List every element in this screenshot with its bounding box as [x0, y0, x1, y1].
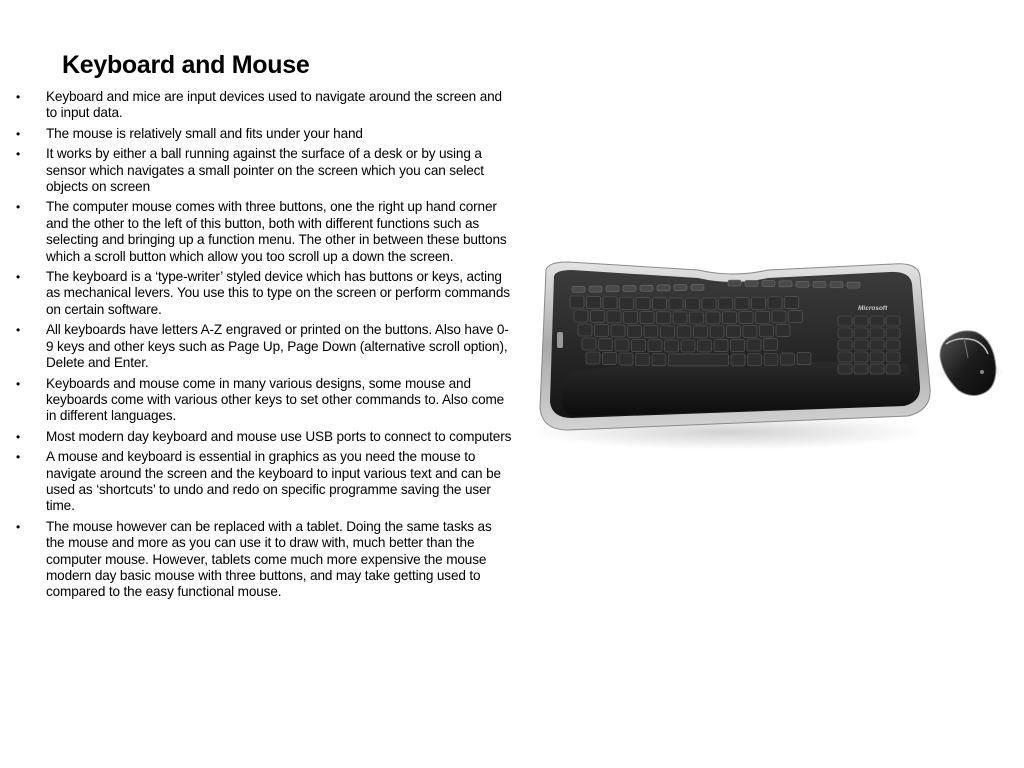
keyboard-key [665, 340, 679, 352]
keyboard-key [768, 297, 782, 309]
bullet-item [14, 449, 512, 515]
keypad-key [854, 340, 868, 350]
bullet-text: The mouse however can be replaced with a tablet. Doing the same tasks as the mouse and more as you can use it to draw with, much better than the computer mouse. However, tablets come much more expensive the mouse modern day basic mouse with three buttons, and may take getting used to compared to the easy functional mouse. [46, 518, 492, 600]
bullet-text: Keyboard and mice are input devices used to navigate around the screen and to input data. [46, 89, 502, 121]
keypad-key [886, 328, 900, 338]
keypad-key [838, 328, 852, 338]
keypad-key [870, 340, 884, 350]
keypad-key [870, 328, 884, 338]
bullet-marker: • [16, 200, 21, 215]
keypad-key [838, 364, 852, 374]
keyboard-key [706, 312, 720, 324]
function-key [623, 286, 636, 292]
bullet-list [14, 89, 512, 605]
keyboard-key [727, 326, 741, 338]
function-key [606, 286, 619, 292]
keyboard-key [690, 312, 704, 324]
keyboard-key [595, 324, 609, 336]
keyboard-key [731, 339, 745, 351]
keyboard-key [714, 340, 728, 352]
keyboard-key [640, 312, 654, 324]
keyboard-key [752, 297, 766, 309]
keyboard-key [611, 325, 625, 337]
keyboard-key [781, 353, 795, 365]
bullet-text: It works by either a ball running against the surface of a desk or by using a sensor which navigates a small pointer on the screen which you can select objects on screen [46, 146, 484, 195]
keyboard-key [789, 310, 803, 322]
keypad-key [870, 352, 884, 362]
bullet-item [14, 269, 512, 318]
function-key [796, 281, 809, 287]
keyboard-key [615, 339, 629, 351]
bullet-marker: • [16, 147, 21, 162]
keyboard-key [797, 353, 811, 365]
bullet-text: Keyboards and mouse come in many various designs, some mouse and keyboards come with various other keys to set other commands to. Also come in different languages. [46, 375, 505, 424]
function-key [830, 282, 843, 288]
function-key [762, 281, 775, 287]
bullet-marker: • [16, 450, 21, 465]
keypad-key [886, 340, 900, 350]
slide-title: Keyboard and Mouse [62, 51, 310, 79]
keypad-key [886, 364, 900, 374]
function-key [728, 280, 741, 286]
keyboard-key [657, 312, 671, 324]
keyboard-key [686, 298, 700, 310]
keyboard-key [719, 298, 733, 310]
function-key [779, 281, 792, 287]
bullet-text: A mouse and keyboard is essential in graphics as you need the mouse to navigate around the screen and the keyboard to input various text and can be used as ‘shortcuts’ to undo and redo on specific programme saving the user time. [46, 449, 501, 514]
bullet-item [14, 519, 512, 601]
keyboard-key [669, 298, 683, 310]
keyboard-key [586, 352, 600, 364]
keypad-key [838, 340, 852, 350]
keyboard-key [582, 338, 596, 350]
keypad-key [886, 316, 900, 326]
bullet-text: The computer mouse comes with three buttons, one the right up hand corner and the other to the left of this button, both with different functions such as selecting and bringing up a function menu. The other in between these buttons which a scroll button which allow you too scroll up a down the screen. [46, 199, 507, 264]
keyboard-key [677, 326, 691, 338]
function-key [691, 284, 704, 290]
keyboard-key [785, 296, 799, 308]
keyboard-key [599, 339, 613, 351]
keyboard-key [644, 326, 658, 338]
bullet-text: The mouse is relatively small and fits under your hand [46, 125, 363, 141]
keyboard-key [735, 298, 749, 310]
function-key [813, 282, 826, 288]
function-key [745, 280, 758, 286]
keyboard-key [620, 297, 634, 309]
function-key [657, 285, 670, 291]
keyboard-key [578, 324, 592, 336]
keyboard-key [624, 311, 638, 323]
keyboard-key [723, 312, 737, 324]
keyboard-key [607, 311, 621, 323]
bullet-marker: • [16, 90, 21, 104]
keyboard-key [587, 296, 601, 308]
keyboard-key [694, 326, 708, 338]
function-key [640, 285, 653, 291]
keyboard-key [748, 354, 762, 366]
keyboard-key [764, 339, 778, 351]
keyboard-key [628, 325, 642, 337]
keypad-key [854, 364, 868, 374]
bullet-item [14, 146, 512, 195]
computer-mouse [940, 331, 996, 396]
keyboard-key [619, 353, 633, 365]
bullet-text: All keyboards have letters A-Z engraved or printed on the buttons. Also have 0-9 keys and other keys such as Page Up, Page Down (alternative scroll option), Delete and Enter. [46, 322, 509, 371]
keyboard-key [702, 298, 716, 310]
keyboard-key [632, 339, 646, 351]
keyboard-key [661, 326, 675, 338]
keyboard-key [653, 298, 667, 310]
bullet-marker: • [16, 429, 21, 444]
bullet-text: The keyboard is a ‘type-writer’ styled device which has buttons or keys, acting as mechanical levers. You use this to type on the screen or perform commands on certain software. [46, 269, 510, 317]
keypad-key [870, 316, 884, 326]
function-key [847, 282, 860, 288]
keyboard-key [739, 312, 753, 324]
bullet-item [14, 89, 512, 122]
brand-logo: Microsoft [858, 305, 888, 312]
bullet-item [14, 376, 512, 425]
keypad-key [886, 352, 900, 362]
keyboard-key [603, 297, 617, 309]
keyboard-key [648, 340, 662, 352]
keyboard-key [710, 326, 724, 338]
keyboard-key [669, 354, 729, 366]
function-key [572, 286, 585, 292]
bullet-item [14, 199, 512, 265]
keyboard-key [731, 354, 745, 366]
keyboard-key [636, 298, 650, 310]
keyboard-key [756, 311, 770, 323]
keypad-key [838, 316, 852, 326]
keyboard-key [764, 354, 778, 366]
bullet-item [14, 429, 512, 445]
mouse-logo-dot [980, 370, 984, 374]
keypad-key [870, 364, 884, 374]
keyboard-key [698, 340, 712, 352]
bullet-marker: • [16, 519, 21, 534]
keyboard-key [574, 310, 588, 322]
bullet-item [14, 322, 512, 371]
keyboard-key [772, 311, 786, 323]
keypad-key [854, 328, 868, 338]
keyboard-and-mouse-photo [528, 240, 1008, 500]
keyboard-key [636, 354, 650, 366]
function-key [589, 286, 602, 292]
keyboard-key [747, 339, 761, 351]
keyboard-key [570, 296, 584, 308]
keyboard-key [673, 312, 687, 324]
bullet-marker: • [16, 376, 21, 391]
keypad-key [838, 352, 852, 362]
bullet-text: Most modern day keyboard and mouse use USB ports to connect to computers [46, 428, 512, 444]
bullet-marker: • [16, 270, 21, 285]
bullet-marker: • [16, 323, 21, 338]
bullet-item [14, 126, 512, 142]
keyboard-key [603, 353, 617, 365]
keypad-key [854, 352, 868, 362]
function-key [674, 285, 687, 291]
keyboard-key [776, 324, 790, 336]
keyboard-key [760, 325, 774, 337]
keyboard-key [681, 340, 695, 352]
keyboard-side-indicator [557, 332, 563, 348]
keyboard-key [743, 325, 757, 337]
keyboard-key [652, 354, 666, 366]
keypad-key [854, 316, 868, 326]
keyboard-key [591, 310, 605, 322]
bullet-marker: • [16, 126, 21, 141]
